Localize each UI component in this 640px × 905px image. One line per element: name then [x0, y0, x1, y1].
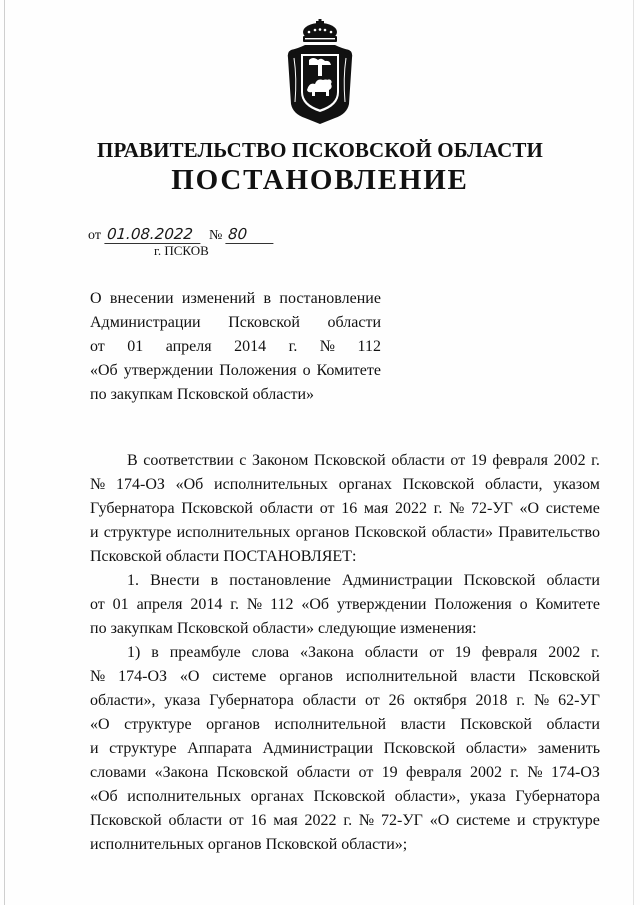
- body-line: словами «Закона Псковской области от 19 февраля 2002 г. № 174-ОЗ: [90, 764, 600, 781]
- scan-edge-left: [4, 0, 5, 905]
- subject-line: «Об утверждении Положения о Комитете: [90, 362, 381, 379]
- subject-line: от 01 апреля 2014 г. № 112: [90, 338, 381, 355]
- body-line: области», указа Губернатора области от 26 октября 2018 г. № 62-УГ: [90, 692, 600, 709]
- body-line: исполнительных органов Псковской области»;: [90, 836, 408, 853]
- document-subject: [90, 287, 381, 407]
- pskov-coat-of-arms-icon: [285, 18, 355, 126]
- body-line: № 174-ОЗ «Об исполнительных органах Псковской области, указом: [90, 476, 600, 493]
- subject-line: Администрации Псковской области: [90, 314, 381, 331]
- organization-title: ПРАВИТЕЛЬСТВО ПСКОВСКОЙ ОБЛАСТИ: [97, 138, 543, 162]
- document-type-heading: ПОСТАНОВЛЕНИЕ: [171, 164, 469, 196]
- body-line: 1. Внести в постановление Администрации Псковской области: [127, 572, 600, 589]
- body-line: от 01 апреля 2014 г. № 112 «Об утверждении Положения о Комитете: [90, 596, 600, 613]
- body-line: по закупкам Псковской области» следующие изменения:: [90, 620, 477, 637]
- body-line: «О структуре органов исполнительной власти Псковской области: [90, 716, 600, 733]
- body-line: № 174-ОЗ «О системе органов исполнительной власти Псковской: [90, 668, 600, 685]
- body-line: 1) в преамбуле слова «Закона области от 19 февраля 2002 г.: [127, 644, 600, 661]
- body-line: и структуре исполнительных органов Псковской области» Правительство: [90, 524, 600, 541]
- subject-line: по закупкам Псковской области»: [90, 386, 315, 403]
- body-line: Губернатора Псковской области от 16 мая 2022 г. № 72-УГ «О системе: [90, 500, 600, 517]
- number-prefix: №: [208, 228, 223, 243]
- handwritten-date: 01.08.2022: [104, 226, 201, 244]
- body-line: и структуре Аппарата Администрации Псковской области» заменить: [90, 740, 600, 757]
- handwritten-number: 80: [226, 226, 275, 244]
- body-line: Псковской области ПОСТАНОВЛЯЕТ:: [90, 548, 357, 565]
- document-body: [90, 449, 600, 857]
- scan-edge-right: [633, 0, 634, 905]
- date-prefix: от: [88, 228, 101, 243]
- body-line: Псковской области от 16 мая 2022 г. № 72-УГ «О системе и структуре: [90, 812, 600, 829]
- body-line: «Об исполнительных органах Псковской области», указа Губернатора: [90, 788, 600, 805]
- date-number-line: [88, 226, 274, 244]
- body-line: В соответствии с Законом Псковской области от 19 февраля 2002 г.: [127, 452, 600, 469]
- city-label: г. ПСКОВ: [154, 243, 209, 258]
- subject-line: О внесении изменений в постановление: [90, 290, 381, 307]
